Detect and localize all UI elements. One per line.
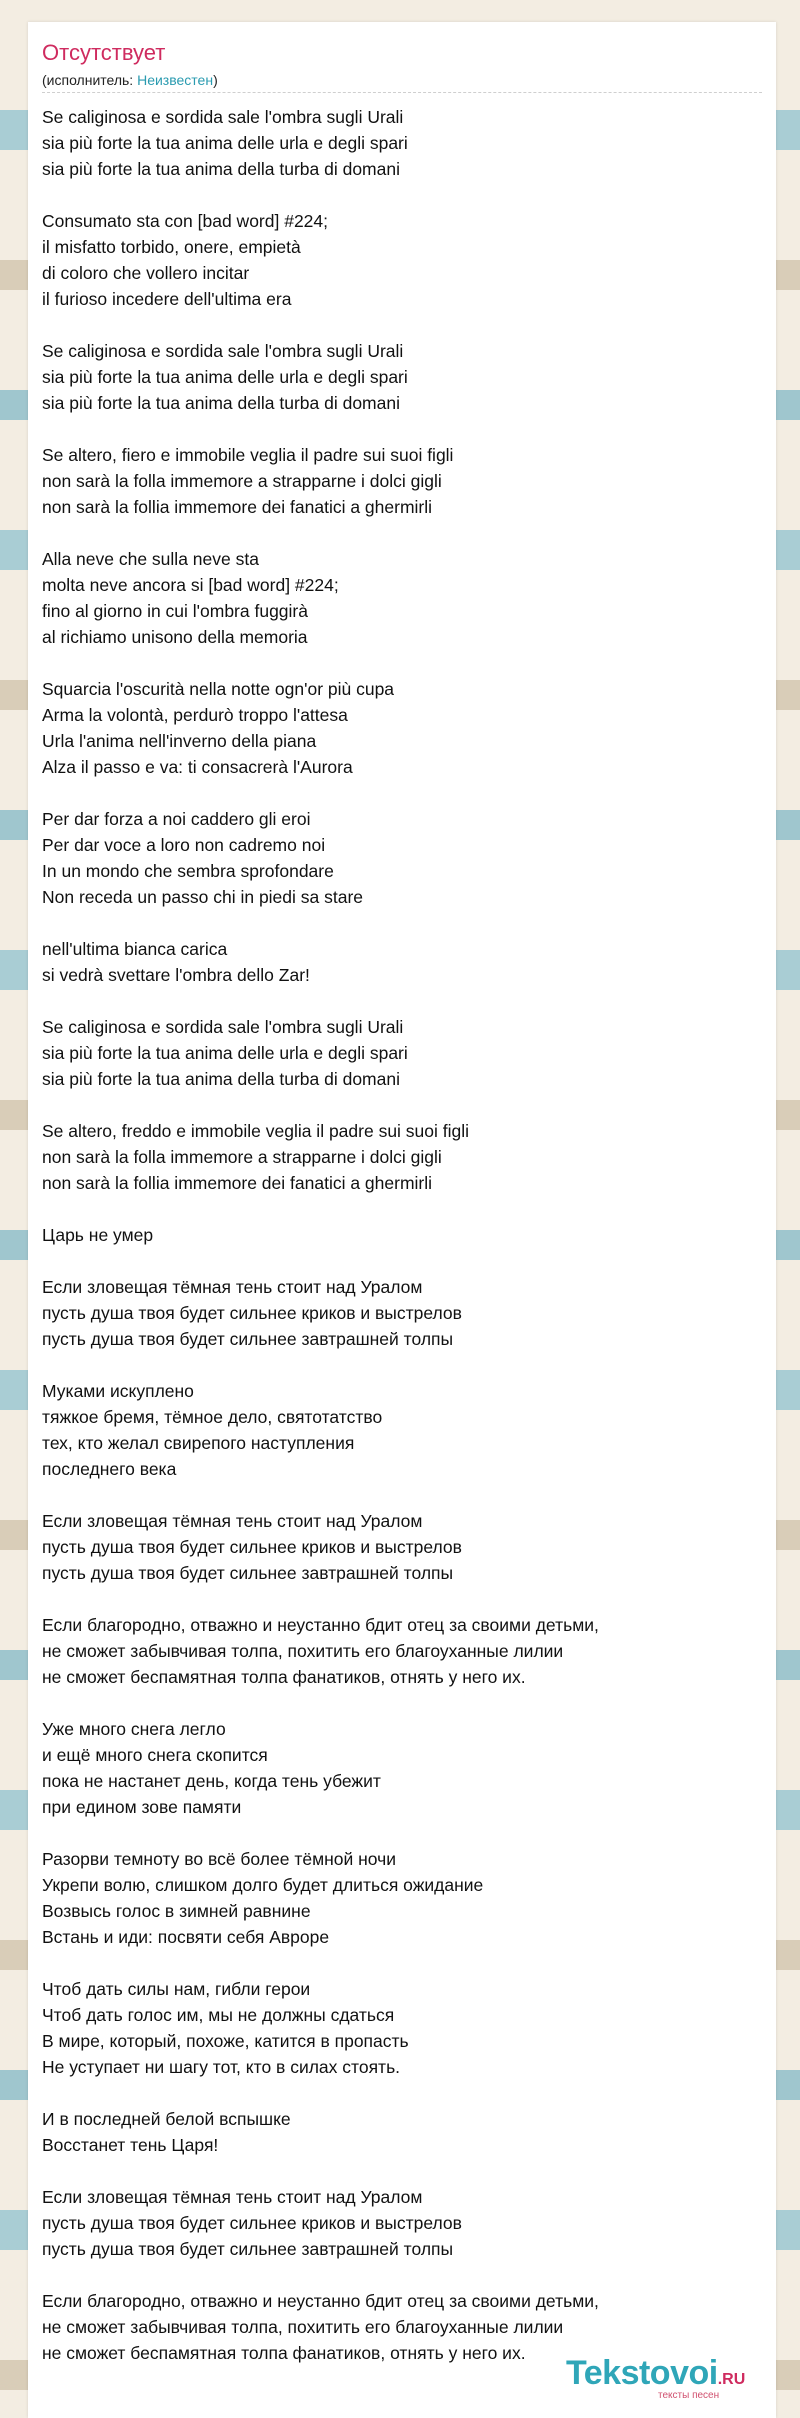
logo-tld: .RU (717, 2371, 746, 2388)
logo-tagline: тексты песен (658, 2390, 720, 2401)
divider (42, 92, 762, 93)
song-title: Отсутствует (42, 40, 166, 65)
artist-suffix: ) (213, 72, 218, 88)
logo-name: Tekstovoi (566, 2354, 718, 2392)
lyrics-card (28, 22, 776, 2418)
artist-line (42, 72, 218, 88)
site-logo[interactable] (566, 2354, 746, 2401)
artist-prefix: (исполнитель: (42, 72, 138, 88)
artist-link[interactable]: Неизвестен (137, 72, 214, 88)
lyrics-text: Se caliginosa e sordida sale l'ombra sugli Urali sia più forte la tua anima delle urla e degli spari sia più forte la tua anima della turba di domani Consumato sta con [bad word] #224; il misfatto torbido, onere, empietà di coloro che vollero incitar il furioso incedere dell'ultima era Se caliginosa e sordida sale l'ombra sugli Urali sia più forte la tua anima delle urla e degli spari sia più forte la tua anima della turba di domani Se altero, fiero e immobile veglia il padre sui suoi figli non sarà la folla immemore a strapparne i dolci gigli non sarà la follia immemore dei fanatici a ghermirli Alla neve che sulla neve sta molta neve ancora si [bad word] #224; fino al giorno in cui l'ombra fuggirà al richiamo unisono della memoria Squarcia l'oscurità nella notte ogn'or più cupa Arma la volontà, perdurò troppo l'attesa Urla l'anima nell'inverno della piana Alza il passo e va: ti consacrerà l'Aurora Per dar forza a noi caddero gli eroi Per dar voce a loro non cadremo noi In un mondo che sembra sprofondare Non receda un passo chi in piedi sa stare nell'ultima bianca carica si vedrà svettare l'ombra dello Zar! Se caliginosa e sordida sale l'ombra sugli Urali sia più forte la tua anima delle urla e degli spari sia più forte la tua anima della turba di domani Se altero, freddo e immobile veglia il padre sui suoi figli non sarà la folla immemore a strapparne i dolci gigli non sarà la follia immemore dei fanatici a ghermirli Царь не умер Если зловещая тёмная тень стоит над Уралом пусть душа твоя будет сильнее криков и выстрелов пусть душа твоя будет сильнее завтрашней толпы Муками искуплено тяжкое бремя, тёмное дело, святотатство тех, кто желал свирепого наступления последнего века Если зловещая тёмная тень стоит над Уралом пусть душа твоя будет сильнее криков и выстрелов пусть душа твоя будет сильнее завтрашней толпы Если благородно, отважно и неустанно бдит отец за своими детьми, не сможет забывчивая толпа, похитить его благоуханные лилии не сможет беспамятная толпа фанатиков, отнять у него их. Уже много снега легло и ещё много снега скопится пока не настанет день, когда тень убежит при едином зове памяти Разорви темноту во всё более тёмной ночи Укрепи волю, слишком долго будет длиться ожидание Возвысь голос в зимней равнине Встань и иди: посвяти себя Авроре Чтоб дать силы нам, гибли герои Чтоб дать голос им, мы не должны сдаться В мире, который, похоже, катится в пропасть Не уступает ни шагу тот, кто в силах стоять. И в последней белой вспышке Восстанет тень Царя! Если зловещая тёмная тень стоит над Уралом пусть душа твоя будет сильнее криков и выстрелов пусть душа твоя будет сильнее завтрашней толпы Если благородно, отважно и неустанно бдит отец за своими детьми, не сможет забывчивая толпа, похитить его благоуханные лилии не сможет беспамятная толпа фанатиков, отнять у него их. (42, 107, 599, 2363)
